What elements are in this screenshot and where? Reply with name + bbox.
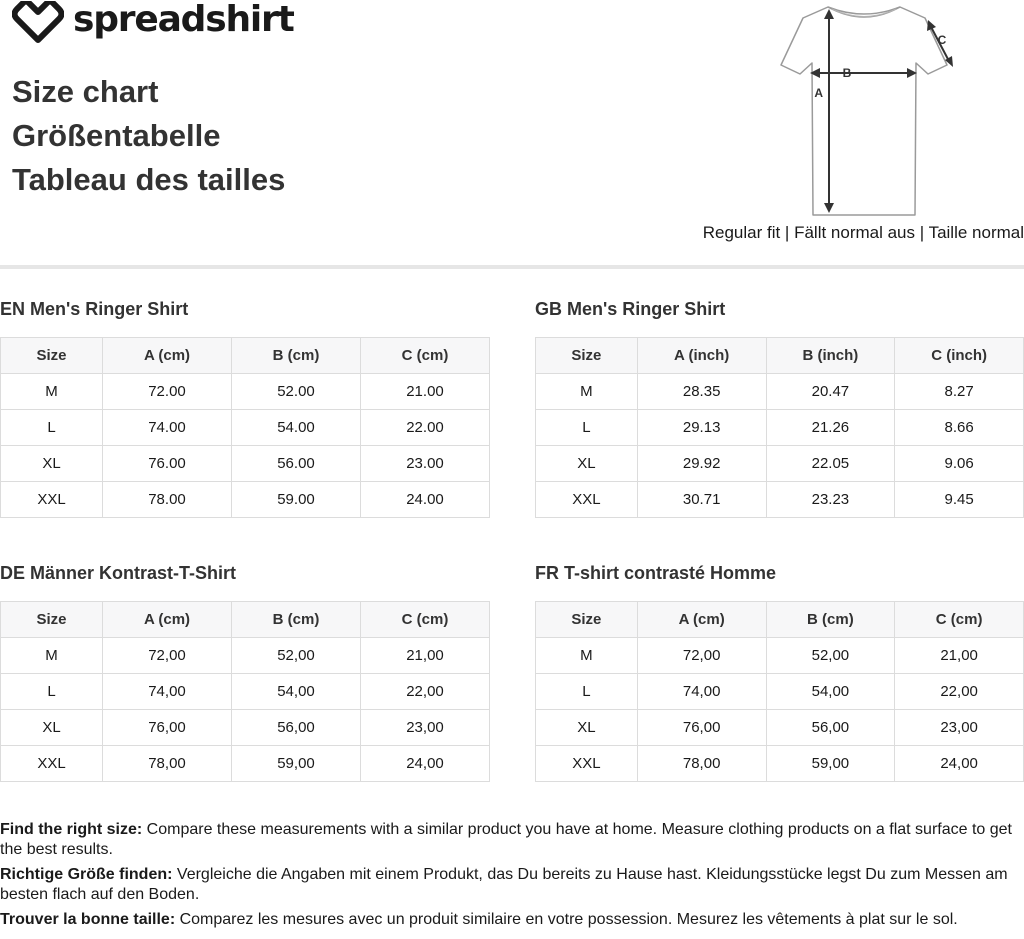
measurement-cell: 56.00 <box>232 446 361 482</box>
note-de-label: Richtige Größe finden: <box>0 866 173 883</box>
size-cell: XXL <box>536 482 638 518</box>
size-table-de <box>0 601 490 782</box>
measurement-cell: 30.71 <box>637 482 766 518</box>
table-row <box>1 674 490 710</box>
measurement-cell: 22.05 <box>766 446 895 482</box>
table-row <box>536 638 1024 674</box>
size-cell: M <box>1 638 103 674</box>
table-title-gb: GB Men's Ringer Shirt <box>535 299 726 319</box>
fit-label: Regular fit | Fällt normal aus | Taille normal <box>702 223 1024 242</box>
size-table-gb <box>535 337 1024 518</box>
measurement-cell: 76.00 <box>103 446 232 482</box>
size-table-en <box>0 337 490 518</box>
note-de <box>0 865 1024 905</box>
size-cell: XL <box>1 446 103 482</box>
note-fr-label: Trouver la bonne taille: <box>0 911 176 928</box>
measurement-cell: 22.00 <box>361 410 490 446</box>
column-header: B (cm) <box>766 602 895 638</box>
note-en-text: Compare these measurements with a similar product you have at home. Measure clothing products on a flat surface to get the best results. <box>0 821 1012 858</box>
measurement-cell: 29.92 <box>637 446 766 482</box>
note-fr-text: Comparez les mesures avec un produit similaire en votre possession. Mesurez les vêtements à plat sur le sol. <box>175 911 958 928</box>
measurement-cell: 52.00 <box>232 374 361 410</box>
column-header: Size <box>536 338 638 374</box>
note-en-label: Find the right size: <box>0 821 143 838</box>
size-cell: XXL <box>1 482 103 518</box>
measurement-cell: 24,00 <box>361 746 490 782</box>
measurement-cell: 78,00 <box>637 746 766 782</box>
size-cell: XXL <box>536 746 638 782</box>
title-de: Größentabelle <box>12 118 221 153</box>
table-title-fr: FR T-shirt contrasté Homme <box>535 563 777 583</box>
column-header: C (cm) <box>895 602 1024 638</box>
measurement-cell: 23,00 <box>361 710 490 746</box>
column-header: A (cm) <box>103 602 232 638</box>
page-titles <box>12 70 285 202</box>
table-row <box>536 410 1024 446</box>
size-cell: L <box>536 674 638 710</box>
measurement-cell: 52,00 <box>232 638 361 674</box>
measurement-cell: 8.66 <box>895 410 1024 446</box>
column-header: A (cm) <box>103 338 232 374</box>
section-divider <box>0 265 1024 269</box>
spreadshirt-logo <box>12 1 294 45</box>
note-en <box>0 820 1024 860</box>
measurement-cell: 28.35 <box>637 374 766 410</box>
measurement-cell: 22,00 <box>895 674 1024 710</box>
table-row <box>1 446 490 482</box>
table-header-row <box>536 338 1024 374</box>
table-row <box>1 482 490 518</box>
column-header: B (inch) <box>766 338 895 374</box>
measurement-cell: 52,00 <box>766 638 895 674</box>
measurement-cell: 29.13 <box>637 410 766 446</box>
brand-name: spreadshirt <box>73 0 294 40</box>
measurement-cell: 56,00 <box>232 710 361 746</box>
size-cell: XL <box>1 710 103 746</box>
measure-c-label: C <box>937 33 947 47</box>
table-row <box>536 710 1024 746</box>
table-row <box>1 710 490 746</box>
measurement-cell: 21,00 <box>895 638 1024 674</box>
column-header: C (cm) <box>361 602 490 638</box>
size-cell: XL <box>536 446 638 482</box>
measurement-cell: 21.00 <box>361 374 490 410</box>
column-header: Size <box>1 338 103 374</box>
table-title-de: DE Männer Kontrast-T-Shirt <box>0 563 237 583</box>
measurement-cell: 72.00 <box>103 374 232 410</box>
table-row <box>536 482 1024 518</box>
size-cell: L <box>536 410 638 446</box>
measurement-cell: 21,00 <box>361 638 490 674</box>
measurement-cell: 20.47 <box>766 374 895 410</box>
table-row <box>536 374 1024 410</box>
measurement-cell: 59,00 <box>232 746 361 782</box>
column-header: B (cm) <box>232 602 361 638</box>
measurement-cell: 24,00 <box>895 746 1024 782</box>
size-table-fr <box>535 601 1024 782</box>
column-header: C (inch) <box>895 338 1024 374</box>
note-de-text: Vergleiche die Angaben mit einem Produkt, das Du bereits zu Hause hast. Kleidungsstücke legst Du zum Messen am besten flach auf den Boden. <box>0 866 1008 903</box>
note-fr <box>0 910 1024 930</box>
table-row <box>1 374 490 410</box>
measurement-cell: 24.00 <box>361 482 490 518</box>
measurement-cell: 54,00 <box>232 674 361 710</box>
measurement-cell: 8.27 <box>895 374 1024 410</box>
table-header-row <box>536 602 1024 638</box>
measurement-cell: 23.00 <box>361 446 490 482</box>
column-header: B (cm) <box>232 338 361 374</box>
size-cell: M <box>536 638 638 674</box>
tshirt-measurement-diagram <box>770 1 958 219</box>
table-row <box>1 638 490 674</box>
size-cell: L <box>1 674 103 710</box>
measurement-cell: 78.00 <box>103 482 232 518</box>
size-cell: M <box>1 374 103 410</box>
measurement-cell: 72,00 <box>637 638 766 674</box>
size-cell: M <box>536 374 638 410</box>
measurement-cell: 74,00 <box>637 674 766 710</box>
title-en: Size chart <box>12 74 159 109</box>
measurement-cell: 23,00 <box>895 710 1024 746</box>
size-cell: XL <box>536 710 638 746</box>
table-row <box>536 674 1024 710</box>
measurement-cell: 59,00 <box>766 746 895 782</box>
table-title-en: EN Men's Ringer Shirt <box>0 299 189 319</box>
sizing-notes <box>0 820 1024 935</box>
table-row <box>1 410 490 446</box>
measurement-cell: 9.45 <box>895 482 1024 518</box>
size-cell: XXL <box>1 746 103 782</box>
measure-b-label: B <box>842 66 852 80</box>
measurement-cell: 72,00 <box>103 638 232 674</box>
measurement-cell: 23.23 <box>766 482 895 518</box>
measurement-cell: 74,00 <box>103 674 232 710</box>
measurement-cell: 56,00 <box>766 710 895 746</box>
heart-logo-icon <box>12 1 64 45</box>
measurement-cell: 59.00 <box>232 482 361 518</box>
table-row <box>1 746 490 782</box>
measurement-cell: 21.26 <box>766 410 895 446</box>
table-row <box>536 446 1024 482</box>
table-row <box>536 746 1024 782</box>
measurement-cell: 22,00 <box>361 674 490 710</box>
table-header-row <box>1 338 490 374</box>
measurement-cell: 54,00 <box>766 674 895 710</box>
title-fr: Tableau des tailles <box>12 162 286 197</box>
table-header-row <box>1 602 490 638</box>
column-header: A (cm) <box>637 602 766 638</box>
column-header: Size <box>1 602 103 638</box>
measurement-cell: 54.00 <box>232 410 361 446</box>
measurement-cell: 74.00 <box>103 410 232 446</box>
size-cell: L <box>1 410 103 446</box>
measurement-cell: 9.06 <box>895 446 1024 482</box>
measure-a-label: A <box>814 86 823 100</box>
measurement-cell: 76,00 <box>103 710 232 746</box>
measurement-cell: 78,00 <box>103 746 232 782</box>
column-header: Size <box>536 602 638 638</box>
measurement-cell: 76,00 <box>637 710 766 746</box>
tshirt-outline <box>781 7 947 215</box>
column-header: A (inch) <box>637 338 766 374</box>
column-header: C (cm) <box>361 338 490 374</box>
